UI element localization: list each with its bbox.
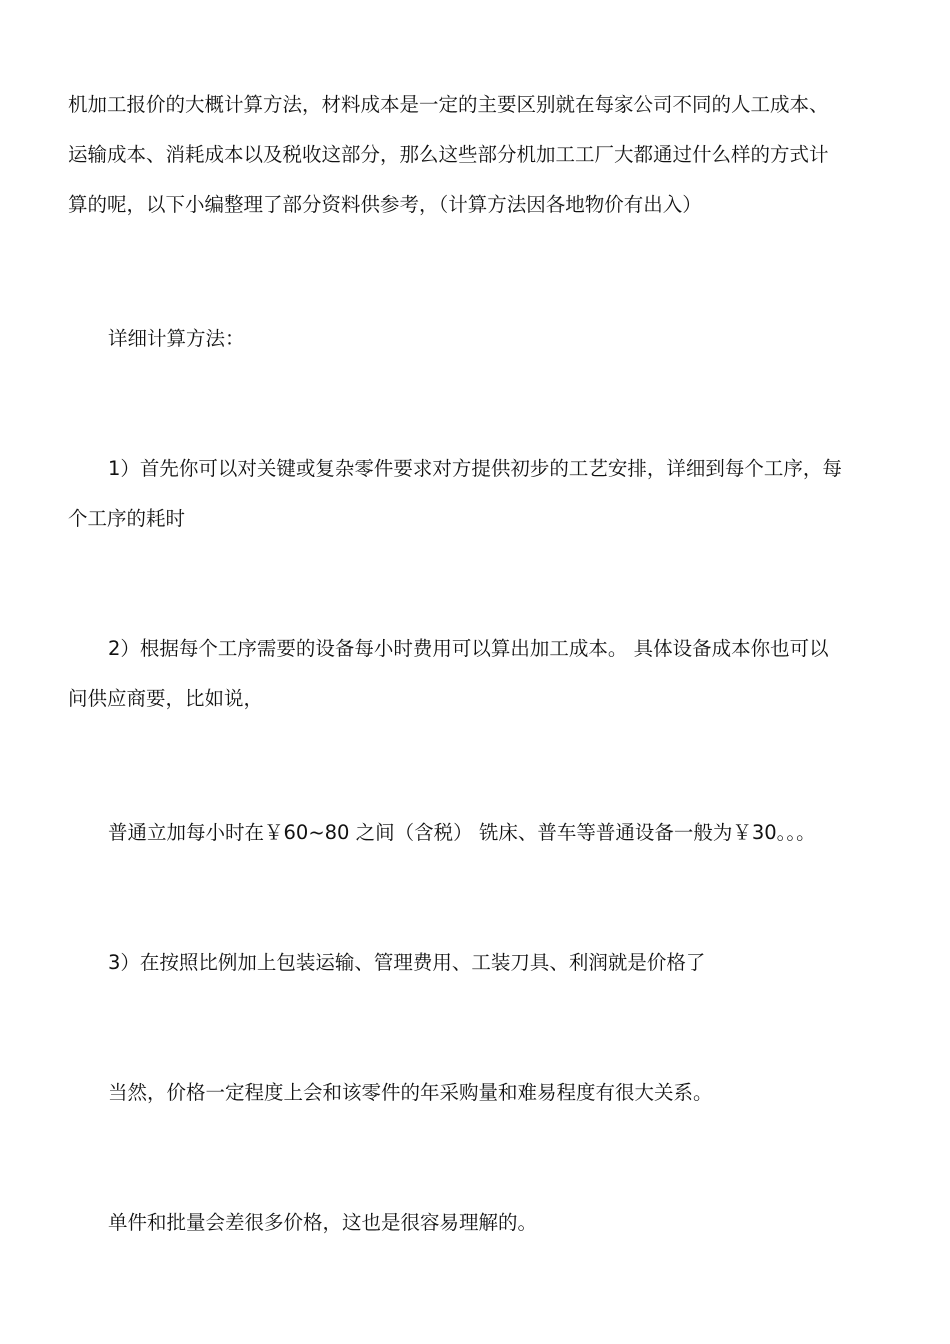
step-2-line-2: 问供应商要，比如说，	[68, 687, 264, 710]
step-1-line-1: 1）首先你可以对关键或复杂零件要求对方提供初步的工艺安排，详细到每个工序，每	[108, 457, 842, 480]
example-paragraph	[108, 808, 928, 858]
intro-line-1: 机加工报价的大概计算方法，材料成本是一定的主要区别就在每家公司不同的人工成本、	[68, 93, 829, 116]
intro-line-2: 运输成本、消耗成本以及税收这部分，那么这些部分机加工工厂大都通过什么样的方式计	[68, 143, 829, 166]
heading-text: 详细计算方法：	[108, 327, 245, 350]
step-1-line-2: 个工序的耗时	[68, 507, 186, 530]
step-3-paragraph	[108, 938, 928, 988]
note-1-text: 当然，价格一定程度上会和该零件的年采购量和难易程度有很大关系。	[108, 1081, 713, 1104]
step-3-text: 3）在按照比例加上包装运输、管理费用、工装刀具、利润就是价格了	[108, 951, 706, 974]
section-heading	[108, 314, 928, 364]
step-1-paragraph	[68, 444, 888, 544]
note-1-paragraph	[108, 1068, 928, 1118]
note-2-paragraph	[108, 1198, 928, 1248]
intro-paragraph	[68, 80, 888, 230]
step-2-line-1: 2）根据每个工序需要的设备每小时费用可以算出加工成本。 具体设备成本你也可以	[108, 637, 829, 660]
note-2-text: 单件和批量会差很多价格，这也是很容易理解的。	[108, 1211, 538, 1234]
example-text: 普通立加每小时在￥60~80 之间（含税） 铣床、普车等普通设备一般为￥30。。。	[108, 821, 816, 844]
intro-line-3: 算的呢，以下小编整理了部分资料供参考，（计算方法因各地物价有出入）	[68, 193, 702, 216]
step-2-paragraph	[68, 624, 888, 724]
